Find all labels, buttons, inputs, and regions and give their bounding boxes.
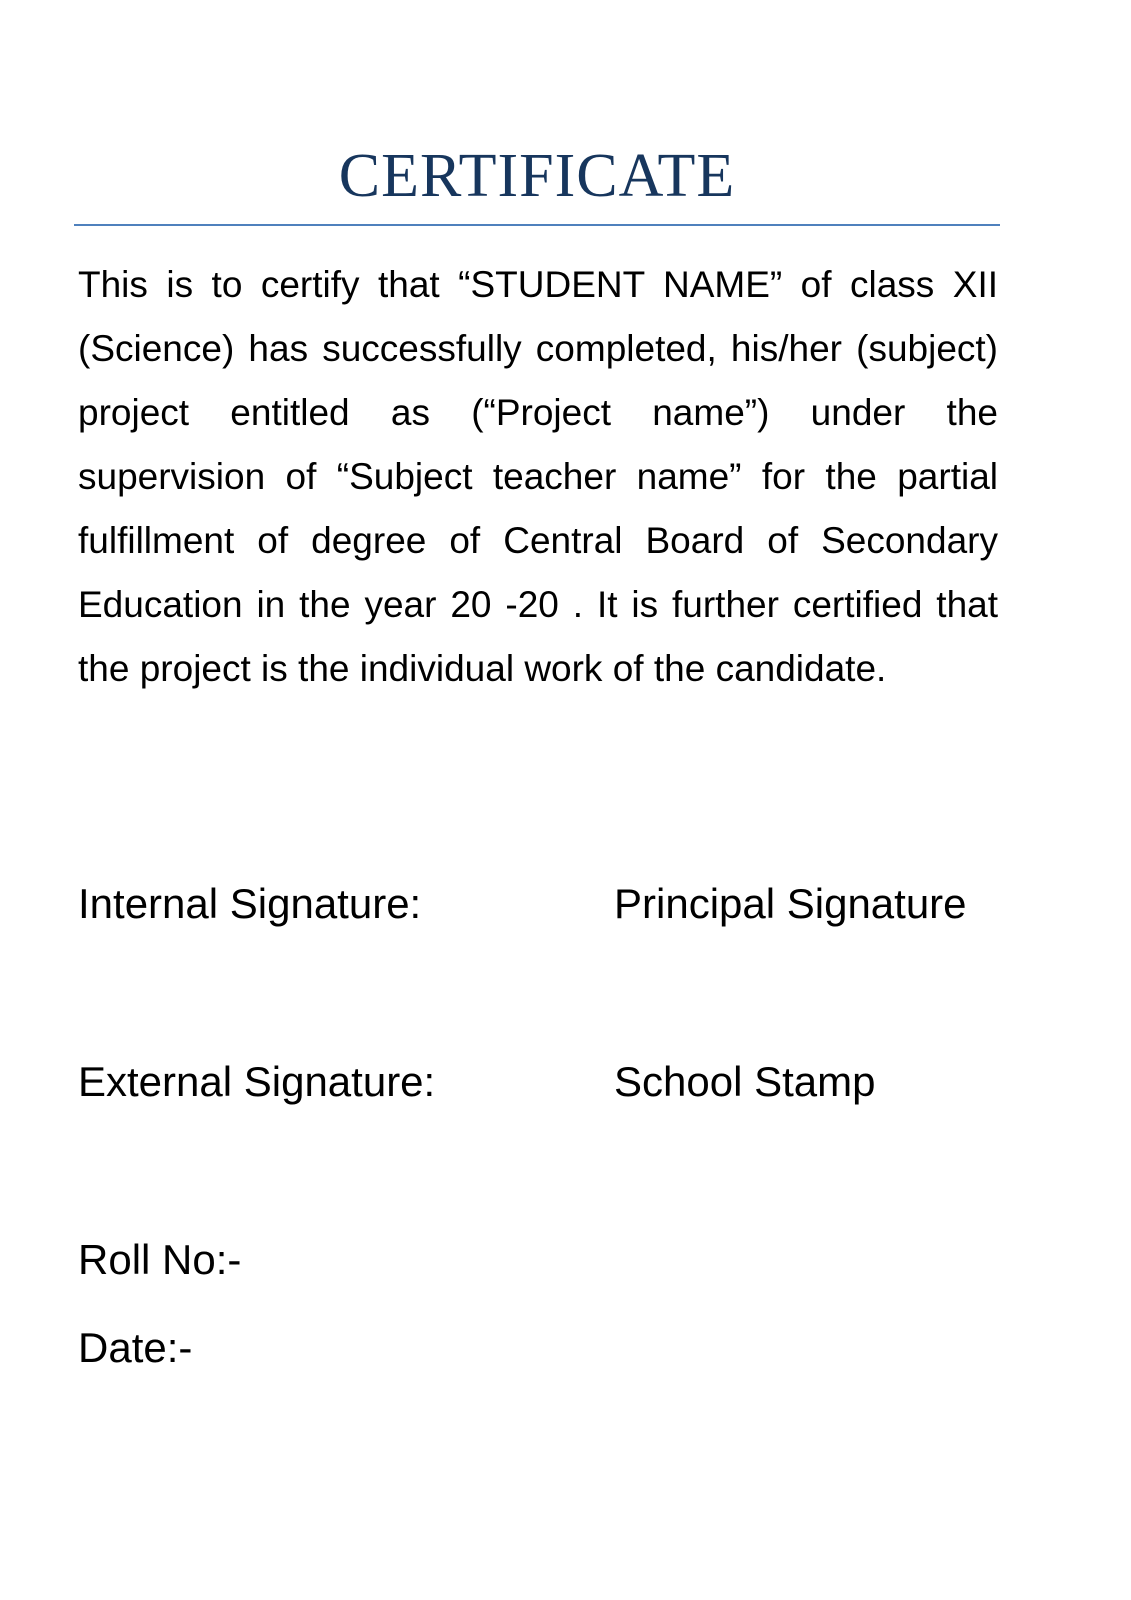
principal-signature-label: Principal Signature [614,880,967,927]
date-label: Date:- [78,1324,193,1371]
school-stamp-label: School Stamp [614,1058,876,1105]
page-title: CERTIFICATE [338,142,736,210]
roll-no-label: Roll No:- [78,1236,242,1283]
internal-signature-label: Internal Signature: [78,880,422,927]
external-signature-label: External Signature: [78,1058,436,1105]
signature-row-external [78,1052,998,1112]
signature-row-internal [78,874,998,934]
title-underline [74,224,1000,226]
certificate-body-text: This is to certify that “STUDENT NAME” of class XII (Science) has successfully completed, his/her (subject) project entitled as (“Project name”) under the supervision of “Subject teacher name” for the partial fulfillment of degree of Central Board of Secondary Education in the year 20 -20 . It is further certified that the project is the individual work of the candidate. [78,264,998,689]
